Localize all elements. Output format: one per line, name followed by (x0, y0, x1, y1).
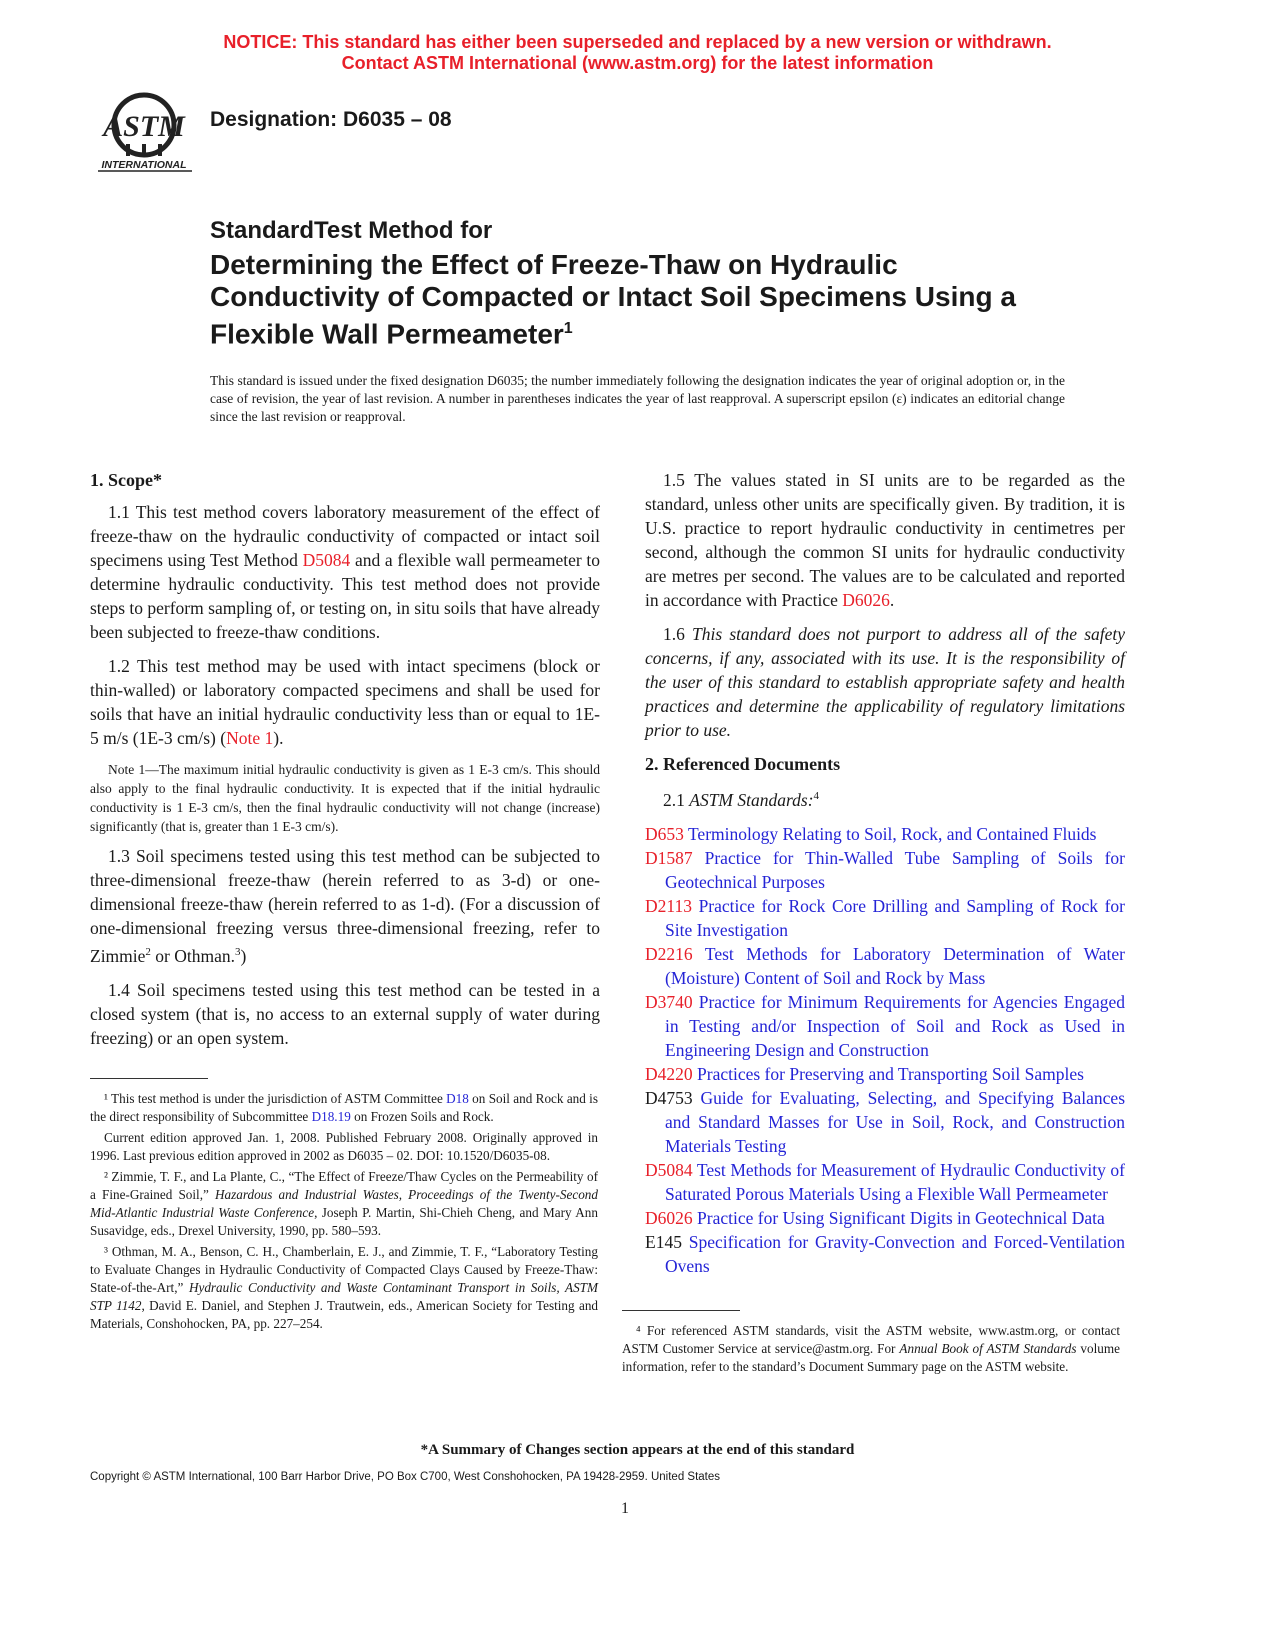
page-number: 1 (621, 1500, 629, 1517)
reference-item[interactable] (645, 1158, 1125, 1206)
reference-item[interactable] (645, 990, 1125, 1062)
summary-of-changes-note: *A Summary of Changes section appears at the end of this standard (420, 1442, 855, 1458)
reference-code[interactable]: E145 (645, 1231, 682, 1252)
reference-title[interactable]: Practice for Thin-Walled Tube Sampling of Soils for Geotechnical Purposes (665, 847, 1126, 892)
reference-title[interactable]: Test Methods for Laboratory Determination of Water (Moisture) Content of Soil and Rock by Mass (665, 943, 1126, 988)
designation: Designation: D6035 – 08 (210, 108, 452, 131)
footnote-3: ³ Othman, M. A., Benson, C. H., Chamberlain, E. J., and Zimmie, T. F., “Laboratory Testing to Evaluate Changes in Hydraulic Conductivity of Compacted Clays Caused by Freeze-Thaw: State-of-the-Art,” Hydraulic Conductivity and Waste Contaminant Transport in Soils, ASTM STP 1142, David E. Daniel, and Stephen J. Trautwein, eds., American Society for Testing and Materials, Conshohocken, PA, pp. 227–254. (90, 1244, 599, 1331)
reference-item[interactable] (645, 1086, 1125, 1158)
reference-code[interactable]: D2216 (645, 943, 693, 964)
reference-list (645, 822, 1125, 1278)
reference-item[interactable] (645, 846, 1125, 894)
reference-title[interactable]: Specification for Gravity-Convection and Forced-Ventilation Ovens (665, 1231, 1126, 1276)
reference-title[interactable]: Terminology Relating to Soil, Rock, and Contained Fluids (687, 823, 1097, 844)
issued-note: This standard is issued under the fixed designation D6035; the number immediately following the designation indicates the year of original adoption or, in the case of revision, the year of last revision. A number in parentheses indicates the year of last reapproval. A superscript epsilon (ε) indicates an editorial change since the last revision or reapproval. (210, 373, 1065, 424)
footnote-1-edition: Current edition approved Jan. 1, 2008. Published February 2008. Originally approved in 1996. Last previous edition approved in 2002 as D6035 – 02. DOI: 10.1520/D6035-08. (90, 1130, 598, 1163)
link-d5084[interactable]: D5084 (302, 550, 351, 570)
reference-code[interactable]: D5084 (645, 1159, 693, 1180)
link-note-1[interactable]: Note 1 (226, 728, 274, 748)
copyright: Copyright © ASTM International, 100 Barr Harbor Drive, PO Box C700, West Conshohocken, PA 19428-2959. United States (90, 1471, 721, 1483)
reference-code[interactable]: D2113 (645, 895, 692, 916)
paragraph-1-5: 1.5 The values stated in SI units are to be regarded as the standard, unless other units are specifically given. By tradition, it is U.S. practice to report hydraulic conductivity in centimetres per second, although the common SI units for hydraulic conductivity are metres per second. The values are to be calculated and reported in accordance with Practice D6026. (645, 470, 1125, 610)
reference-item[interactable] (645, 894, 1125, 942)
reference-code[interactable]: D4220 (645, 1063, 693, 1084)
right-column (645, 468, 1125, 1278)
reference-item[interactable] (645, 942, 1125, 990)
reference-title[interactable]: Practice for Using Significant Digits in Geotechnical Data (697, 1207, 1105, 1228)
reference-title[interactable]: Guide for Evaluating, Selecting, and Specifying Balances and Standard Masses for Use in Soil, Rock, and Construction Materials Testing (665, 1087, 1126, 1156)
footnote-1: ¹ This test method is under the jurisdiction of ASTM Committee D18 on Soil and Rock and is the direct responsibility of Subcommittee D18.19 on Frozen Soils and Rock. (90, 1091, 598, 1124)
svg-text:ASTM: ASTM (103, 110, 185, 143)
section-2-heading: 2. Referenced Documents (645, 754, 841, 774)
link-d18-19[interactable]: D18.19 (311, 1109, 351, 1124)
title-main: Determining the Effect of Freeze-Thaw on Hydraulic Conductivity of Compacted or Intact Soil Specimens Using a Flexible Wall Permeameter (210, 249, 1016, 350)
link-d6026[interactable]: D6026 (842, 590, 890, 610)
paragraph-1-2: 1.2 This test method may be used with intact specimens (block or thin-walled) or laboratory compacted specimens and shall be used for soils that have an initial hydraulic conductivity less than or equal to 1E-5 m/s (1E-3 cm/s) (Note 1). (90, 656, 600, 748)
reference-code[interactable]: D653 (645, 823, 684, 844)
reference-code[interactable]: D6026 (645, 1207, 693, 1228)
reference-item[interactable] (645, 1206, 1125, 1230)
footnote-4: ⁴ For referenced ASTM standards, visit the ASTM website, www.astm.org, or contact ASTM Customer Service at service@astm.org. For Annual Book of ASTM Standards volume information, refer to the standard’s Document Summary page on the ASTM website. (622, 1323, 1120, 1374)
paragraph-1-3: 1.3 Soil specimens tested using this test method can be subjected to three-dimensional freeze-thaw (herein referred to as 3-d) or one-dimensional freeze-thaw (herein referred to as 1-d). (For a discussion of one-dimensional freezing versus three-dimensional freezing, refer to Zimmie$^2$ or Othman.$^3$) (90, 846, 600, 966)
left-column (90, 468, 600, 1060)
reference-item[interactable] (645, 1062, 1125, 1086)
footnote-2: ² Zimmie, T. F., and La Plante, C., “The Effect of Freeze/Thaw Cycles on the Permeability of a Fine-Grained Soil,” Hazardous and Industrial Wastes, Proceedings of the Twenty-Second Mid-Atlantic Industrial Waste Conference, Joseph P. Martin, Shi-Chieh Cheng, and Mary Ann Susavidge, eds., Drexel University, 1990, pp. 580–593. (90, 1169, 598, 1238)
footnotes-left (90, 1090, 598, 1336)
reference-title[interactable]: Practices for Preserving and Transporting Soil Samples (697, 1063, 1084, 1084)
paragraph-1-4: 1.4 Soil specimens tested using this test method can be tested in a closed system (that is, no access to an external supply of water during freezing) or an open system. (90, 979, 600, 1048)
reference-item[interactable] (645, 1230, 1125, 1278)
reference-code[interactable]: D3740 (645, 991, 693, 1012)
reference-item[interactable] (645, 822, 1125, 846)
reference-title[interactable]: Practice for Minimum Requirements for Agencies Engaged in Testing and/or Inspection of Soil and Rock as Used in Engineering Design and Construction (665, 991, 1125, 1060)
svg-text:INTERNATIONAL: INTERNATIONAL (101, 159, 187, 171)
section-1-heading: 1. Scope* (90, 470, 162, 490)
reference-code[interactable]: D1587 (645, 847, 693, 868)
reference-code[interactable]: D4753 (645, 1087, 693, 1108)
paragraph-2-1: 2.1 ASTM Standards:$^4$ (663, 789, 820, 810)
notice-line-2: Contact ASTM International (www.astm.org) for the latest information (341, 53, 934, 73)
reference-title[interactable]: Practice for Rock Core Drilling and Sampling of Rock for Site Investigation (665, 895, 1126, 940)
title-footnote-ref: 1 (563, 320, 573, 337)
withdrawal-notice (0, 32, 1275, 74)
title-line-1: StandardTest Method for (210, 217, 493, 244)
document-title (210, 215, 1060, 350)
footnote-rule-left (90, 1078, 208, 1079)
astm-logo (96, 92, 196, 174)
paragraph-1-1: 1.1 This test method covers laboratory measurement of the effect of freeze-thaw on the hydraulic conductivity of compacted or intact soil specimens using Test Method D5084 and a flexible wall permeameter to determine hydraulic conductivity. This test method does not provide steps to perform sampling of, or testing on, in situ soils that have already been subjected to freeze-thaw conditions. (90, 502, 600, 642)
reference-title[interactable]: Test Methods for Measurement of Hydraulic Conductivity of Saturated Porous Materials Using a Flexible Wall Permeameter (665, 1159, 1125, 1204)
footnote-rule-right (622, 1310, 740, 1311)
note-1: Note 1—The maximum initial hydraulic conductivity is given as 1 E-3 cm/s. This should also apply to the final hydraulic conductivity. It is expected that if the initial hydraulic conductivity is 1 E-3 cm/s, then the final hydraulic conductivity will not change (increase) significantly (that is, greater than 1 E-3 cm/s). (90, 762, 600, 834)
link-d18[interactable]: D18 (446, 1091, 469, 1106)
paragraph-1-6: 1.6 This standard does not purport to address all of the safety concerns, if any, associated with its use. It is the responsibility of the user of this standard to establish appropriate safety and health practices and determine the applicability of regulatory limitations prior to use. (645, 624, 1126, 740)
notice-line-1: NOTICE: This standard has either been superseded and replaced by a new version or withdrawn. (223, 32, 1052, 52)
